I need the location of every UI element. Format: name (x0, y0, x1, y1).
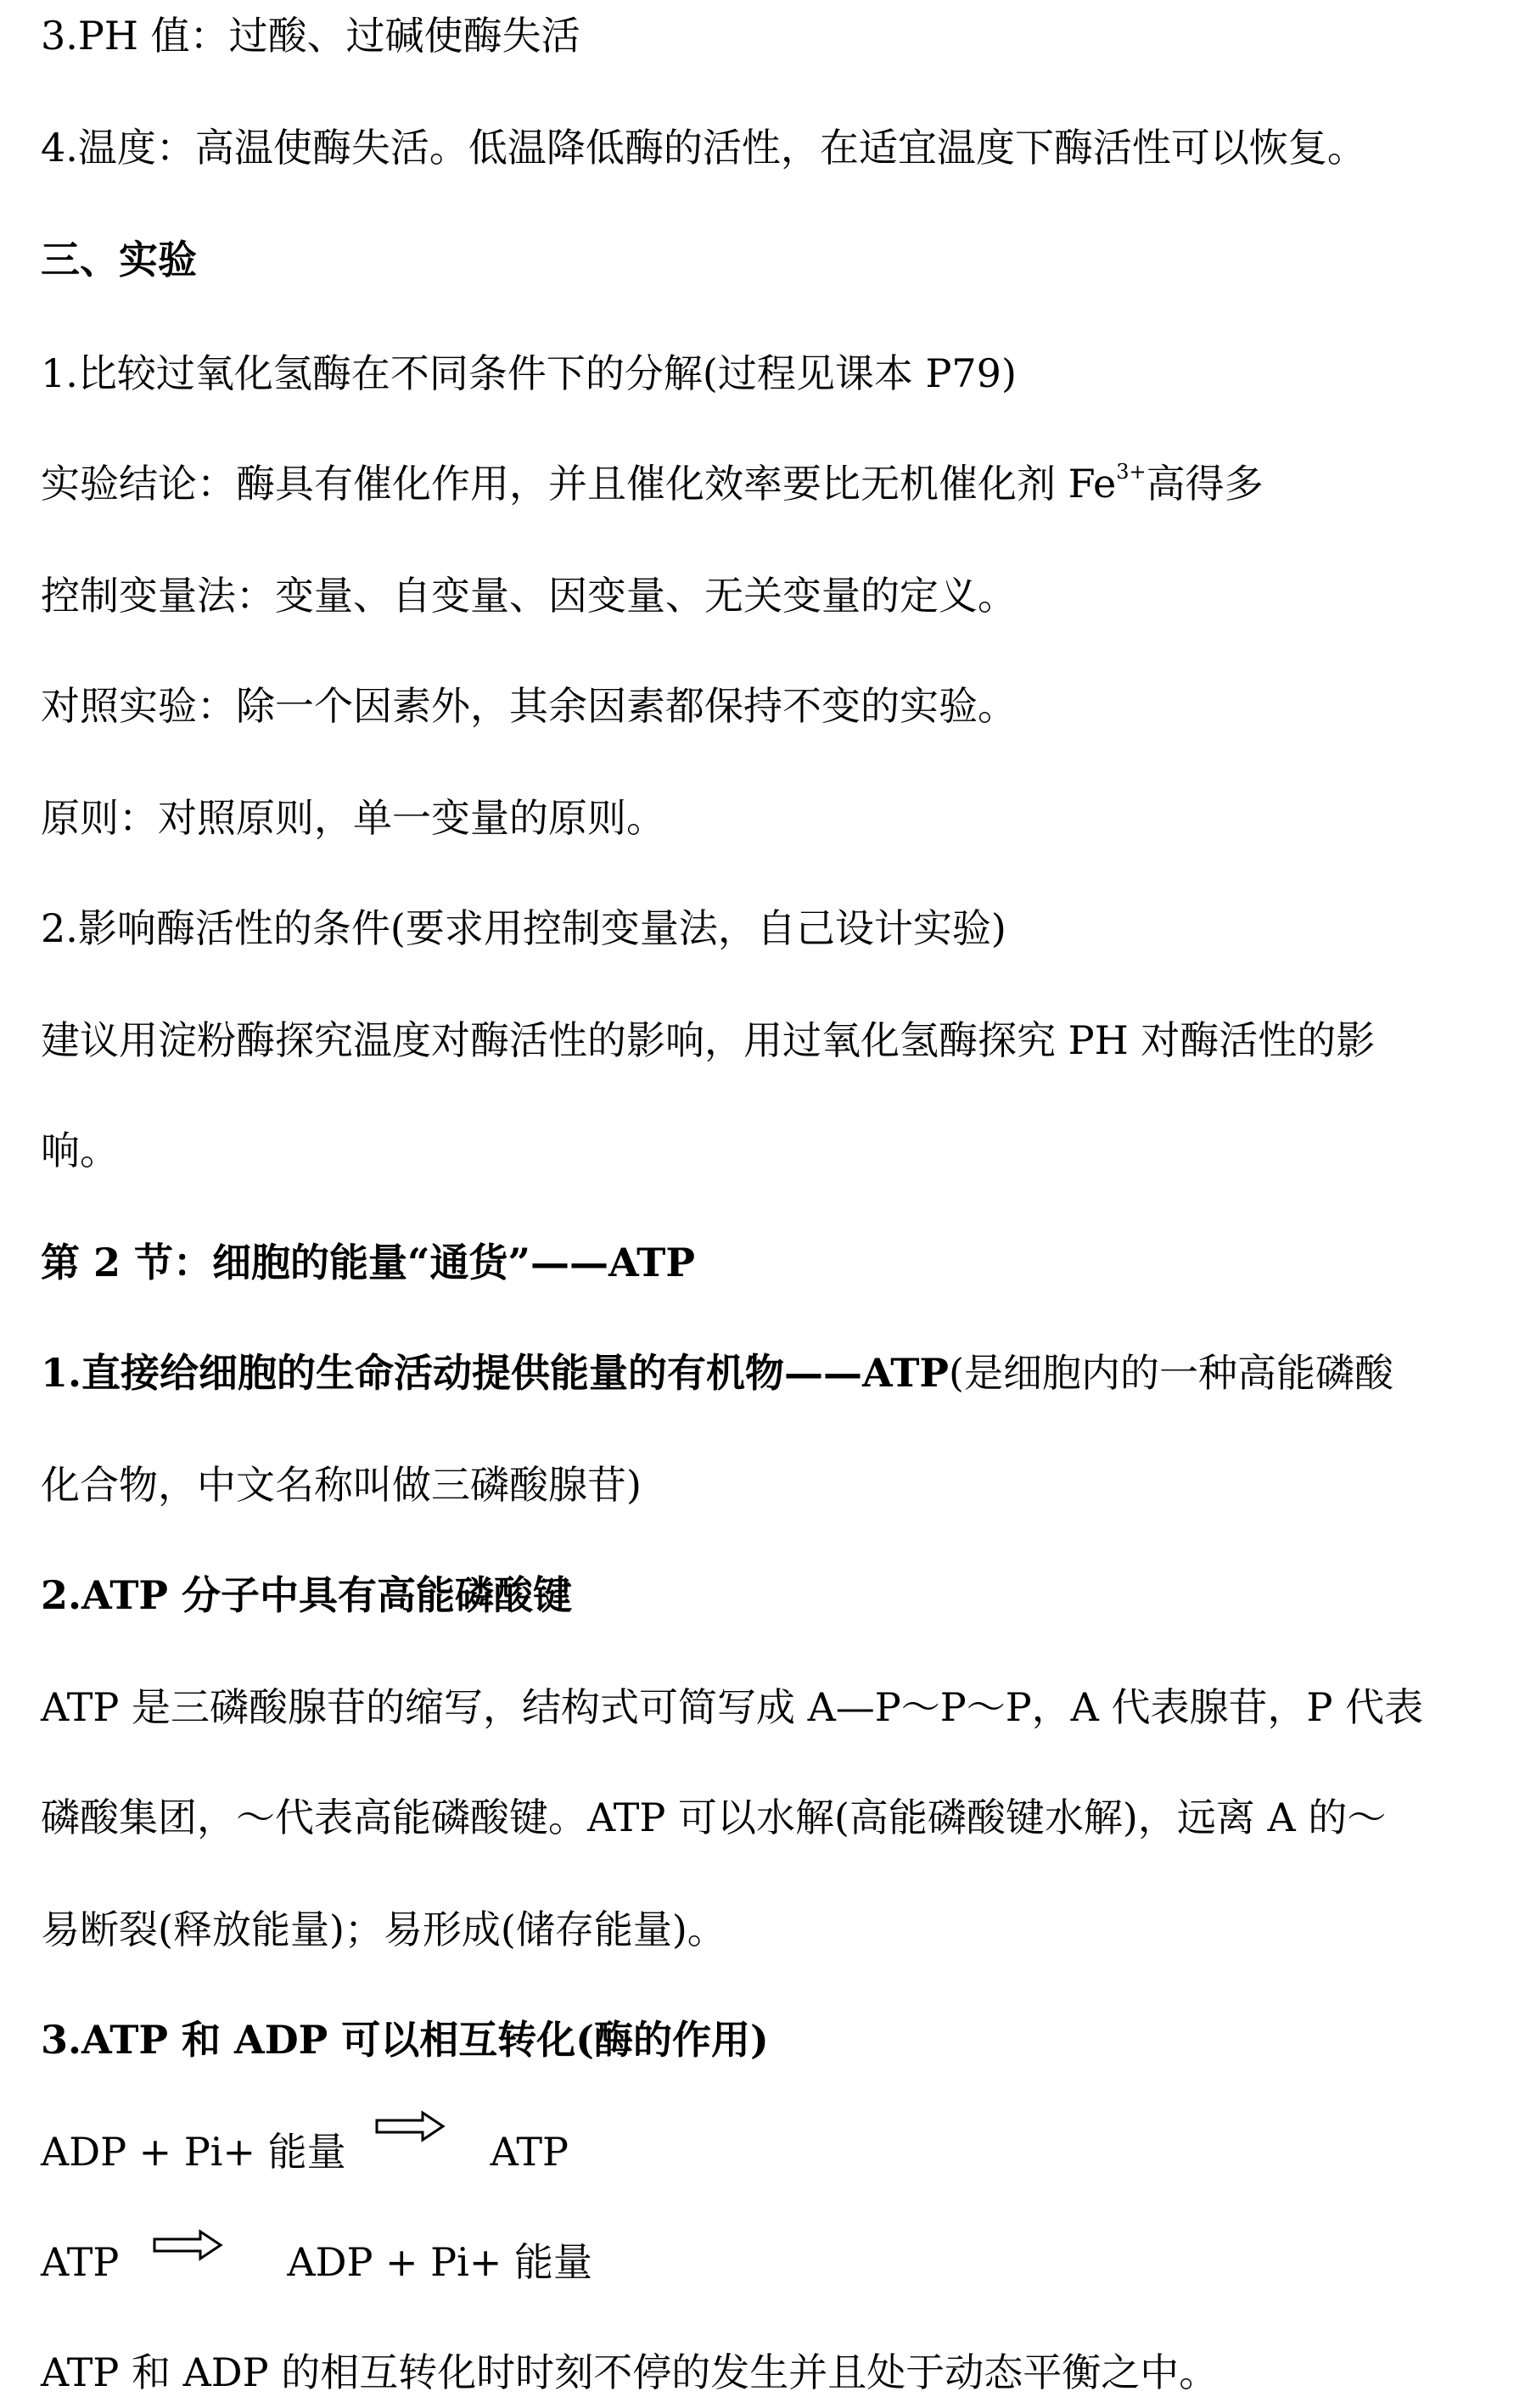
section-heading-experiment: 三、实验 (41, 237, 197, 283)
double-right-arrow-icon (346, 2126, 491, 2177)
atp-definition-line (41, 1347, 1518, 1398)
atp-definition-note: (是细胞内的一种高能磷酸 (949, 1350, 1393, 1396)
atp-definition-bold: 1.直接给细胞的生命活动提供能量的有机物——ATP (41, 1350, 950, 1396)
suggestion-line-continued: 响。 (41, 1128, 119, 1173)
hydrolysis-products: ADP + Pi+ 能量 (287, 2239, 593, 2285)
synthesis-equation (41, 2126, 1518, 2177)
double-right-arrow-icon (119, 2237, 287, 2288)
synthesis-product: ATP (490, 2129, 569, 2175)
atp-definition-continued: 化合物，中文名称叫做三磷酸腺苷) (41, 1462, 642, 1508)
experiment-2-line: 2.影响酶活性的条件(要求用控制变量法，自己设计实验) (41, 905, 1006, 951)
atp-structure-line: ATP 是三磷酸腺苷的缩写，结构式可简写成 A—P～P～P，A 代表腺苷，P 代表 (41, 1684, 1424, 1730)
synthesis-reactants: ADP + Pi+ 能量 (41, 2129, 346, 2175)
ph-line: 3.PH 值：过酸、过碱使酶失活 (41, 13, 580, 59)
atp-structure-line-3: 易断裂(释放能量)；易形成(储存能量)。 (41, 1907, 726, 1952)
conclusion-line (41, 458, 1518, 509)
control-variable-line: 控制变量法：变量、自变量、因变量、无关变量的定义。 (41, 573, 1017, 619)
section-heading-atp: 第 2 节：细胞的能量“通货”——ATP (41, 1240, 695, 1285)
fe-superscript: 3+ (1116, 460, 1147, 484)
control-experiment-line: 对照实验：除一个因素外，其余因素都保持不变的实验。 (41, 683, 1017, 729)
dynamic-balance-line: ATP 和 ADP 的相互转化时时刻不停的发生并且处于动态平衡之中。 (41, 2349, 1219, 2395)
conclusion-tail: 高得多 (1146, 461, 1264, 507)
experiment-1-line: 1.比较过氧化氢酶在不同条件下的分解(过程见课本 P79) (41, 350, 1017, 396)
hydrolysis-equation (41, 2237, 1518, 2288)
atp-bond-heading: 2.ATP 分子中具有高能磷酸键 (41, 1572, 573, 1618)
temperature-line: 4.温度：高温使酶失活。低温降低酶的活性，在适宜温度下酶活性可以恢复。 (41, 125, 1366, 171)
atp-structure-line-2: 磷酸集团，～代表高能磷酸键。ATP 可以水解(高能磷酸键水解)，远离 A 的～ (41, 1795, 1387, 1840)
hydrolysis-reactant: ATP (41, 2239, 120, 2285)
atp-adp-heading: 3.ATP 和 ADP 可以相互转化(酶的作用) (41, 2017, 769, 2063)
suggestion-line: 建议用淀粉酶探究温度对酶活性的影响，用过氧化氢酶探究 PH 对酶活性的影 (41, 1017, 1376, 1063)
principle-line: 原则：对照原则，单一变量的原则。 (41, 795, 665, 841)
conclusion-text: 实验结论：酶具有催化作用，并且催化效率要比无机催化剂 Fe (41, 461, 1117, 507)
